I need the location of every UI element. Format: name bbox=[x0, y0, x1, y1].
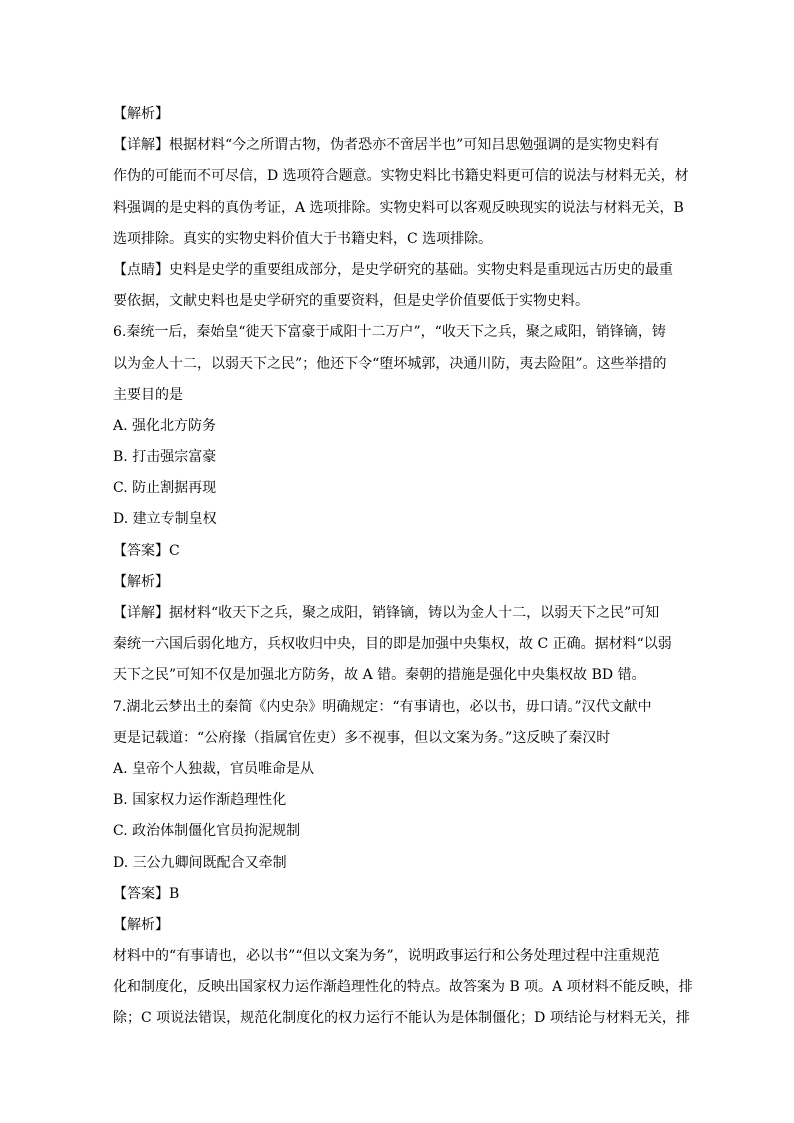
paragraph-line: 作伪的可能而不可尽信，D 选项符合题意。实物史料比书籍史料更可信的说法与材料无关，材 bbox=[113, 168, 689, 185]
paragraph-line: 选项排除。真实的实物史料价值大于书籍史料，C 选项排除。 bbox=[113, 230, 493, 247]
question-6-option-a: A. 强化北方防务 bbox=[113, 417, 217, 434]
question-6-answer: 【答案】C bbox=[113, 542, 180, 559]
paragraph-line: 天下之民”可知不仅是加强北方防务，故 A 错。秦朝的措施是强化中央集权故 BD 错。 bbox=[113, 667, 646, 684]
question-6-stem: 6.秦统一后，秦始皇“徙天下富豪于咸阳十二万户”，“收天下之兵，聚之咸阳，销锋镝，铸 bbox=[113, 324, 666, 341]
question-6-option-d: D. 建立专制皇权 bbox=[113, 511, 217, 528]
question-7-stem: 更是记载道：“公府掾（指属官佐吏）多不视事，但以文案为务。”这反映了秦汉时 bbox=[113, 729, 611, 746]
heading-analysis: 【解析】 bbox=[113, 916, 169, 933]
question-7-option-b: B. 国家权力运作渐趋理性化 bbox=[113, 792, 287, 809]
question-6-stem: 以为金人十二，以弱天下之民”；他还下令“堕坏城郭，决通川防，夷去险阻”。这些举措的 bbox=[113, 355, 667, 372]
heading-analysis: 【解析】 bbox=[113, 573, 169, 590]
paragraph-line: 【点睛】史料是史学的重要组成部分，是史学研究的基础。实物史料是重现远古历史的最重 bbox=[113, 261, 673, 278]
question-6-stem: 主要目的是 bbox=[113, 386, 183, 403]
document-page bbox=[113, 99, 693, 1035]
question-7-option-c: C. 政治体制僵化官员拘泥规制 bbox=[113, 823, 301, 840]
question-7-answer: 【答案】B bbox=[113, 885, 180, 902]
question-6-option-b: B. 打击强宗富豪 bbox=[113, 449, 217, 466]
paragraph-line: 除；C 项说法错误，规范化制度化的权力运行不能认为是体制僵化；D 项结论与材料无关，排 bbox=[113, 1010, 690, 1027]
paragraph-line: 材料中的“有事请也，必以书”“但以文案为务”，说明政事运行和公务处理过程中注重规范 bbox=[113, 948, 660, 965]
question-7-option-a: A. 皇帝个人独裁，官员唯命是从 bbox=[113, 760, 315, 777]
heading-analysis: 【解析】 bbox=[113, 106, 169, 122]
paragraph-line: 要依据，文献史料也是史学研究的重要资料，但是史学价值要低于实物史料。 bbox=[113, 293, 589, 310]
paragraph-line: 【详解】据材料“收天下之兵，聚之成阳，销锋镝，铸以为金人十二，以弱天下之民”可知 bbox=[113, 605, 660, 621]
question-7-stem: 7.湖北云梦出土的秦简《内史杂》明确规定：“有事请也，必以书，毋口请。”汉代文献中 bbox=[113, 698, 652, 715]
paragraph-line: 化和制度化，反映出国家权力运作渐趋理性化的特点。故答案为 B 项。A 项材料不能反映，排 bbox=[113, 979, 693, 996]
paragraph-line: 【详解】根据材料“今之所谓古物，伪者恐亦不啻居半也”可知吕思勉强调的是实物史料有 bbox=[113, 137, 660, 154]
paragraph-line: 料强调的是史料的真伪考证，A 选项排除。实物史料可以客观反映现实的说法与材料无关，B bbox=[113, 199, 684, 216]
paragraph-line: 秦统一六国后弱化地方，兵权收归中央，目的即是加强中央集权，故 C 正确。据材料“以弱 bbox=[113, 636, 672, 653]
question-7-option-d: D. 三公九卿间既配合又牵制 bbox=[113, 854, 287, 871]
question-6-option-c: C. 防止割据再现 bbox=[113, 480, 217, 497]
